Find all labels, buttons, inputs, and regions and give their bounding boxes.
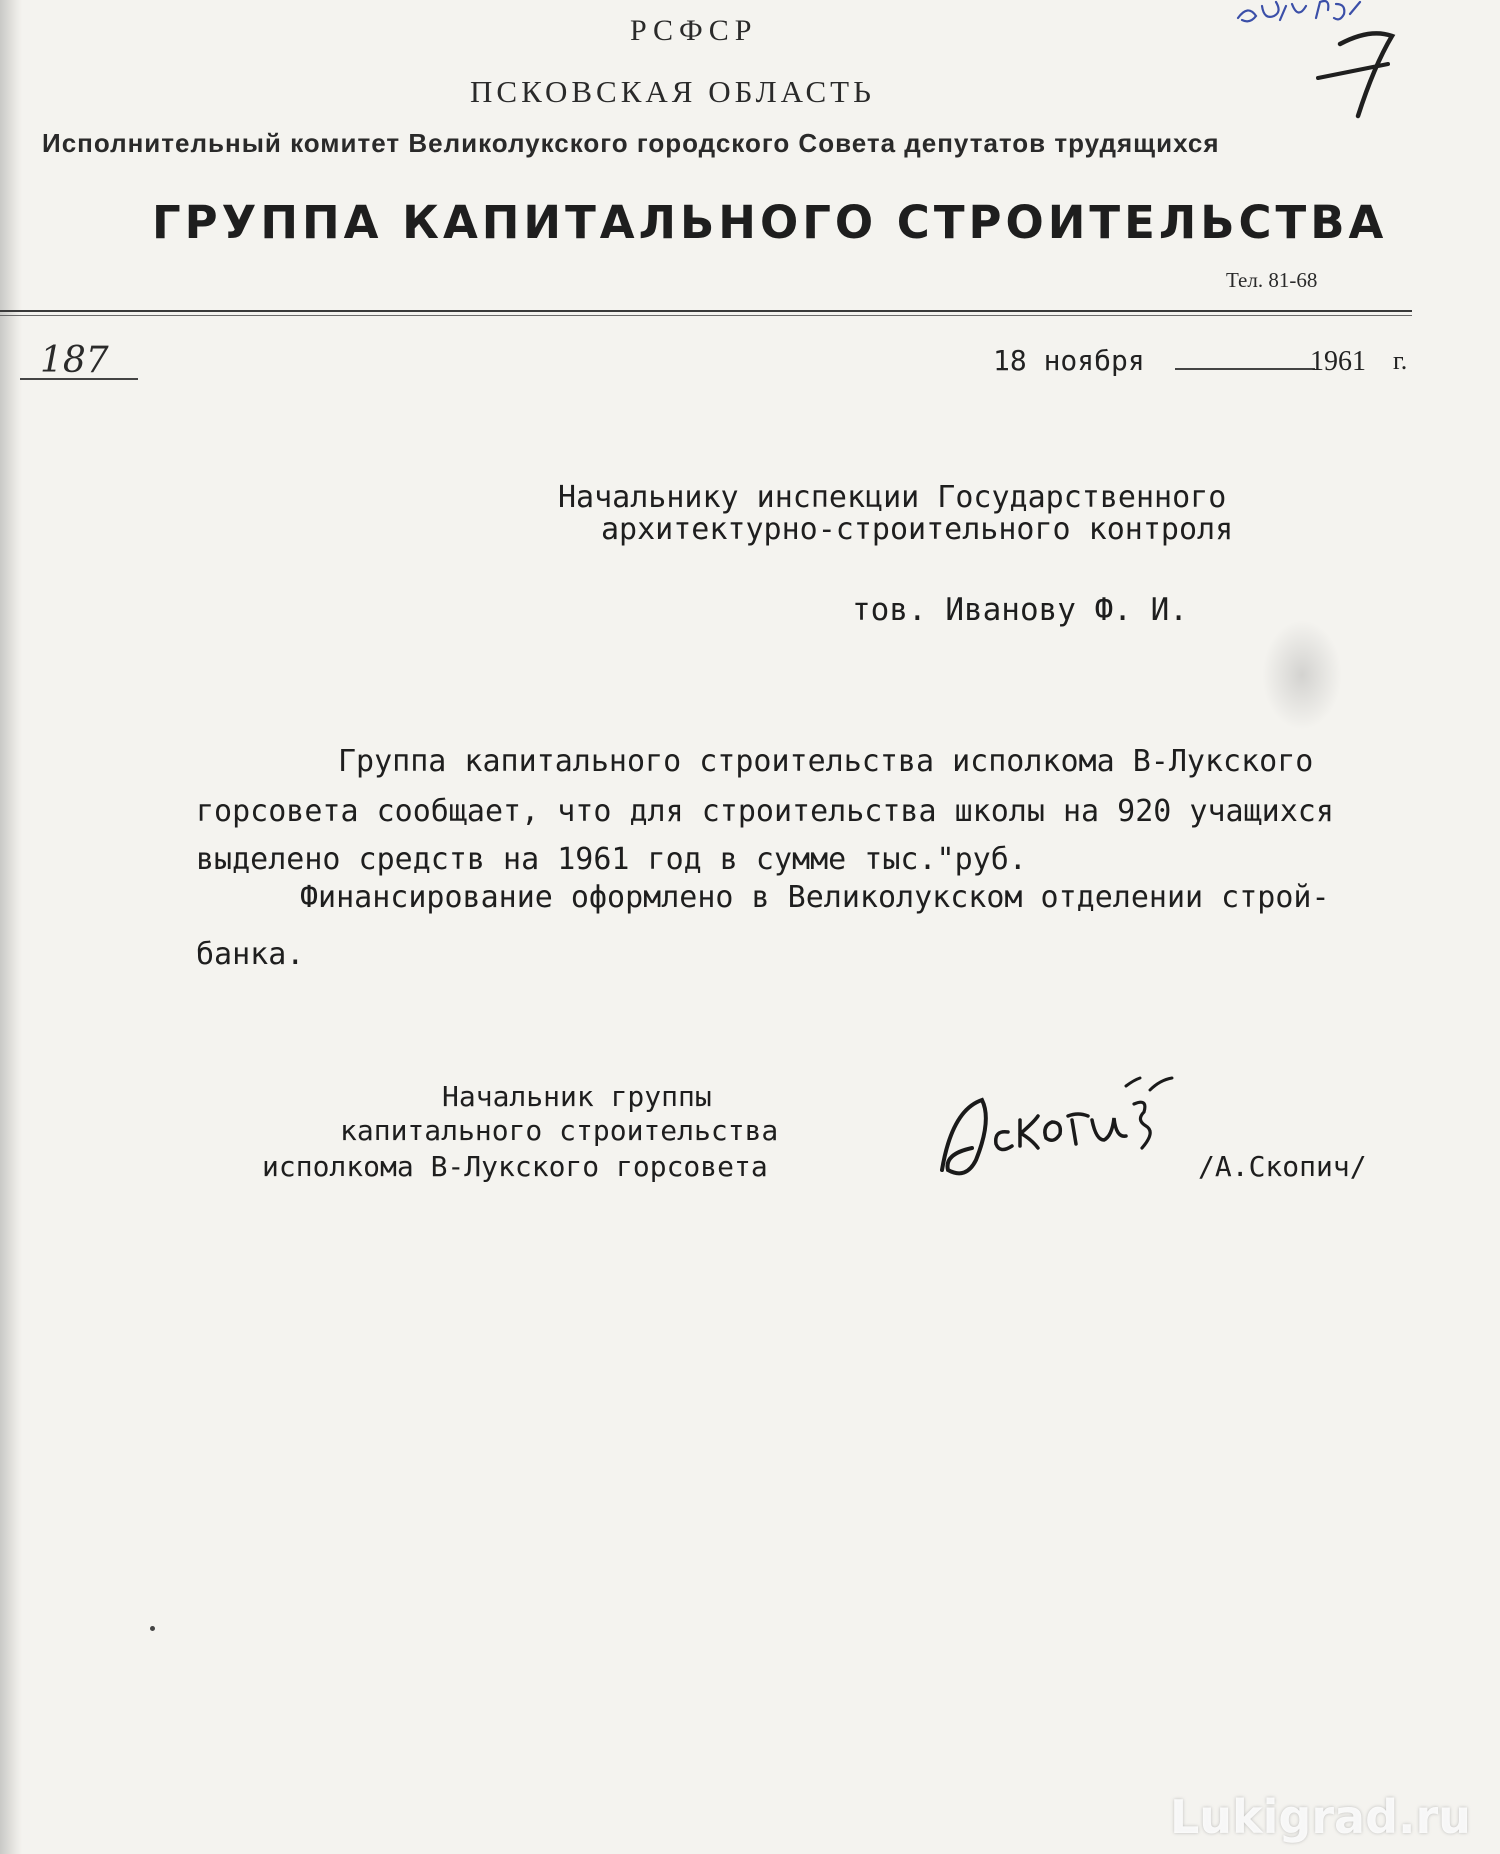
body-line-5: банка. [196, 937, 305, 972]
body-line-2: горсовета сообщает, что для строительства школы на 920 учащихся [196, 794, 1334, 829]
scan-smudge [1262, 620, 1342, 730]
date-underline [1175, 368, 1315, 370]
handwritten-signature [912, 1050, 1212, 1200]
document-date: 18 ноября [993, 344, 1145, 377]
letterhead-phone: Тел. 81-68 [1226, 268, 1318, 292]
number-underline [20, 378, 138, 380]
letterhead-republic: РСФСР [630, 14, 758, 47]
signatory-name: /А.Скопич/ [1198, 1150, 1367, 1183]
letterhead-organization: ГРУППА КАПИТАЛЬНОГО СТРОИТЕЛЬСТВА [152, 196, 1388, 249]
letterhead-executive-committee: Исполнительный комитет Великолукского городского Совета депутатов трудящихся [42, 128, 1220, 158]
signature-title-line-2: капитального строительства [340, 1114, 779, 1147]
year-suffix: г. [1393, 346, 1408, 375]
scan-speck [150, 1626, 155, 1631]
body-line-3: выделено средств на 1961 год в сумме тыс."руб. [196, 842, 1027, 877]
signature-title-line-1: Начальник группы [442, 1080, 712, 1113]
body-line-4: Финансирование оформлено в Великолукском отделении строй- [300, 880, 1330, 915]
letterhead-region: ПСКОВСКАЯ ОБЛАСТЬ [470, 74, 875, 109]
body-line-1: Группа капитального строительства исполкома В-Лукского [338, 744, 1314, 779]
document-year: 1961 [1310, 346, 1366, 377]
addressee-line-2: архитектурно-строительного контроля [601, 512, 1234, 547]
letterhead-divider [0, 310, 1412, 312]
document-number: 187 [40, 340, 109, 381]
site-watermark: Lukigrad.ru [1170, 1790, 1471, 1844]
handwritten-archive-note [1230, 0, 1500, 130]
addressee-line-1: Начальнику инспекции Государственного [558, 480, 1227, 515]
scan-edge-shadow [0, 0, 22, 1854]
signature-title-line-3: исполкома В-Лукского горсовета [262, 1150, 768, 1183]
addressee-name: тов. Иванову Ф. И. [852, 592, 1188, 628]
letterhead-divider-thin [0, 315, 1412, 316]
